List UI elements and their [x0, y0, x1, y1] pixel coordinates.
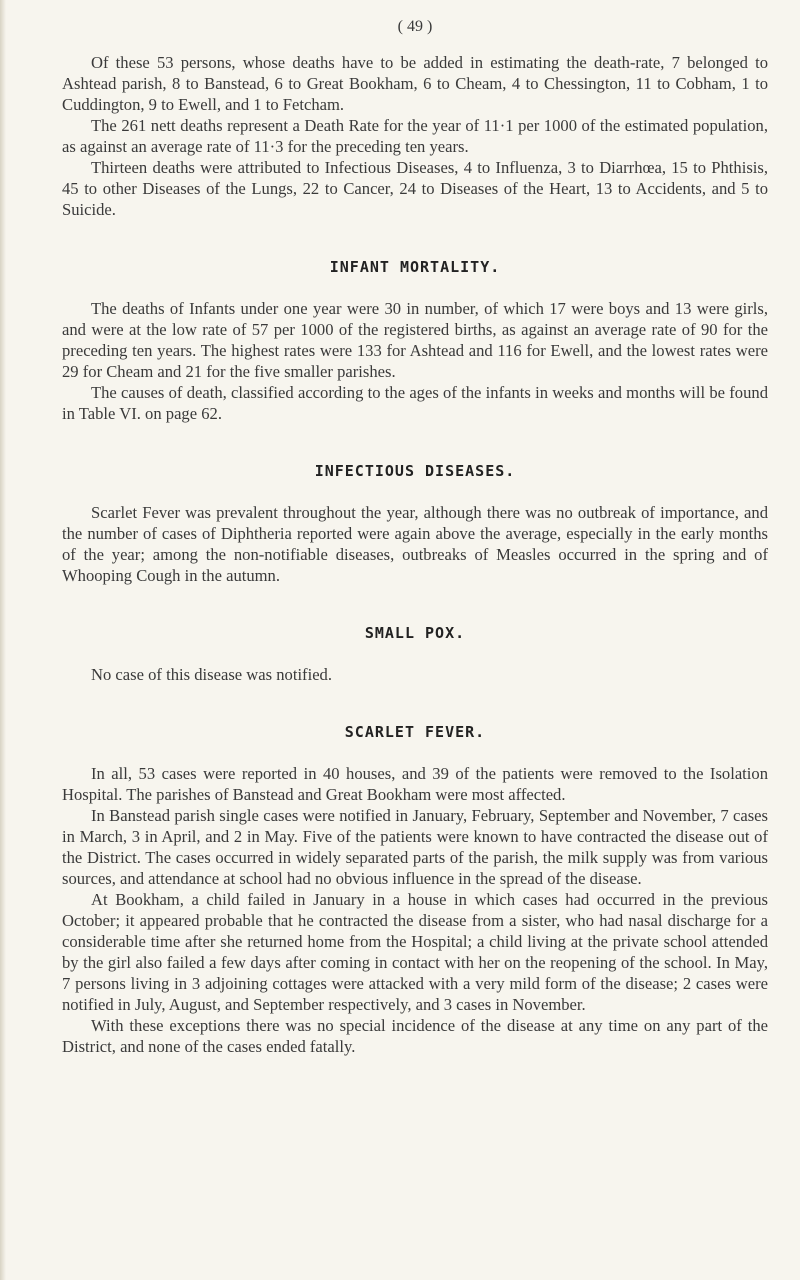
- paragraph-deaths-by-parish: Of these 53 persons, whose deaths have to be added in estimating the death-rate, 7 belonged to Ashtead parish, 8 to Banstead, 6 to Great Bookham, 6 to Cheam, 4 to Chessington, 11 to Cobham, 1 to Cuddington, 9 to Ewell, and 1 to Fetcham.: [62, 53, 768, 114]
- paragraph-death-rate: The 261 nett deaths represent a Death Rate for the year of 11·1 per 1000 of the estimated population, as against an average rate of 11·3 for the preceding ten years.: [62, 116, 768, 156]
- document-page: [62, 18, 768, 1057]
- heading-infectious-diseases: INFECTIOUS DISEASES.: [314, 462, 516, 480]
- paragraph-causes-of-death: Thirteen deaths were attributed to Infectious Diseases, 4 to Influenza, 3 to Diarrhœa, 15 to Phthisis, 45 to other Diseases of the Lungs, 22 to Cancer, 24 to Diseases of the Heart, 13 to Accidents, and 5 to Suicide.: [62, 158, 768, 219]
- paragraph-infant-causes: The causes of death, classified according to the ages of the infants in weeks and months will be found in Table VI. on page 62.: [62, 383, 768, 423]
- paragraph-banstead: In Banstead parish single cases were notified in January, February, September and November, 7 cases in March, 3 in April, and 2 in May. Five of the patients were known to have contracted the disease out of the District. The cases occurred in widely separated parts of the parish, the milk supply was from various sources, and attendance at school had no obvious influence in the spread of the disease.: [62, 806, 768, 888]
- heading-infant-mortality: INFANT MORTALITY.: [329, 258, 501, 276]
- paragraph-bookham: At Bookham, a child failed in January in a house in which cases had occurred in the previous October; it appeared probable that he contracted the disease from a sister, who had nasal discharge for a considerable time after she returned home from the Hospital; a child living at the private school attended by the girl also failed a few days after coming in contact with her on the reopening of the school. In May, 7 persons living in 3 adjoining cottages were attacked with a very mild form of the disease; 2 cases were notified in July, August, and September respectively, and 3 cases in November.: [62, 890, 768, 1014]
- paragraph-infant-deaths: The deaths of Infants under one year were 30 in number, of which 17 were boys and 13 were girls, and were at the low rate of 57 per 1000 of the registered births, as against an average rate of 90 for the preceding ten years. The highest rates were 133 for Ashtead and 116 for Ewell, and the lowest rates were 29 for Cheam and 21 for the five smaller parishes.: [62, 299, 768, 381]
- paragraph-infectious-diseases: Scarlet Fever was prevalent throughout the year, although there was no outbreak of importance, and the number of cases of Diphtheria reported were again above the average, especially in the early months of the year; among the non-notifiable diseases, outbreaks of Measles occurred in the spring and of Whooping Cough in the autumn.: [62, 503, 768, 585]
- paragraph-exceptions: With these exceptions there was no special incidence of the disease at any time on any part of the District, and none of the cases ended fatally.: [62, 1016, 768, 1056]
- page-number: ( 49 ): [397, 18, 433, 35]
- paragraph-small-pox: No case of this disease was notified.: [91, 665, 333, 684]
- heading-small-pox: SMALL POX.: [364, 624, 466, 642]
- page-edge-shadow: [0, 0, 6, 1280]
- paragraph-scarlet-cases: In all, 53 cases were reported in 40 houses, and 39 of the patients were removed to the Isolation Hospital. The parishes of Banstead and Great Bookham were most affected.: [62, 764, 768, 804]
- heading-scarlet-fever: SCARLET FEVER.: [344, 723, 486, 741]
